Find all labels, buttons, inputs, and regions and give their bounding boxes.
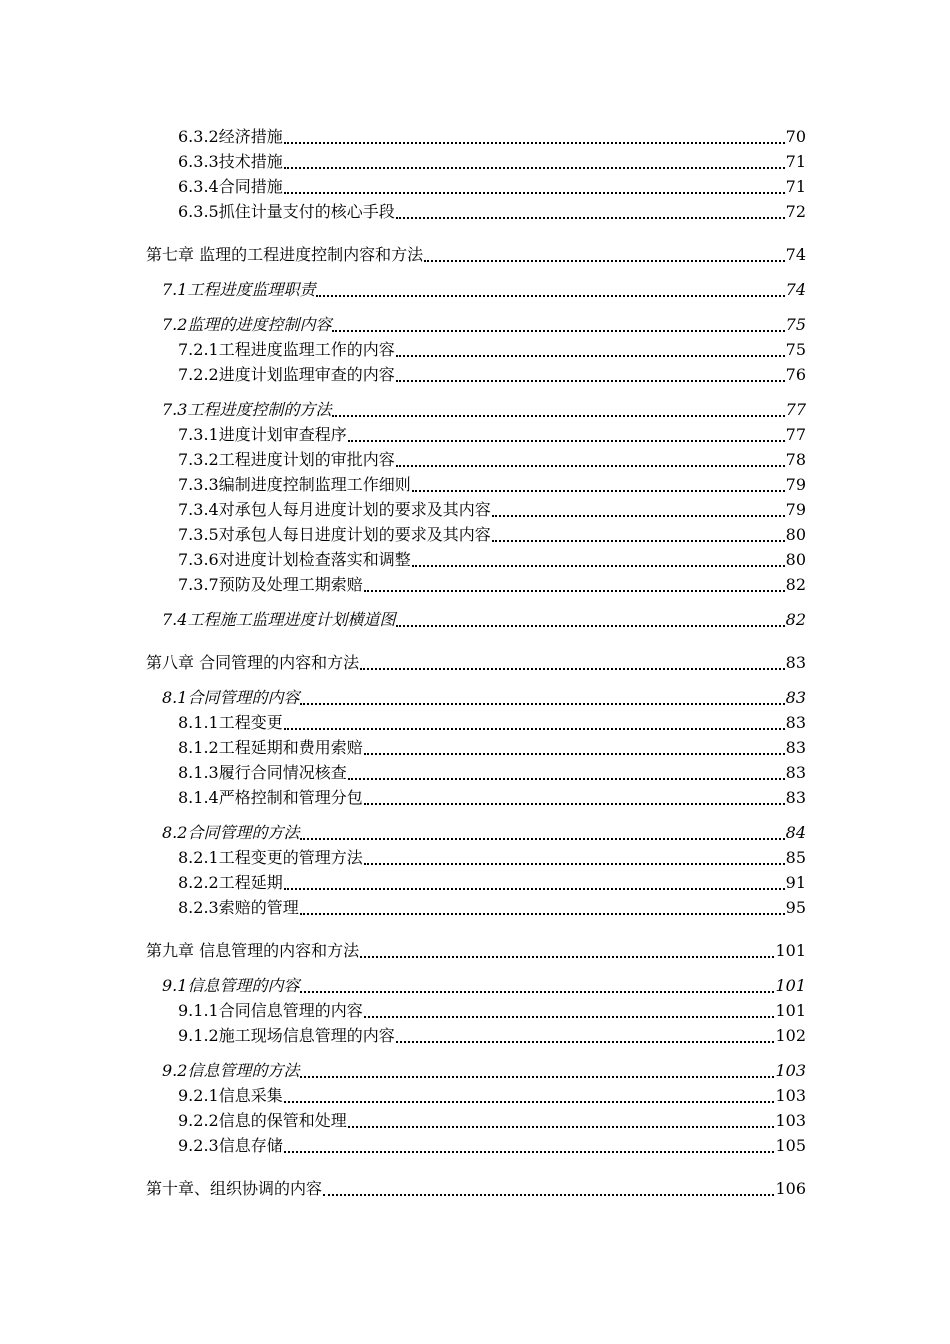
dot-leader bbox=[284, 728, 785, 730]
dot-leader bbox=[284, 1101, 775, 1103]
toc-subsection-entry[interactable] bbox=[146, 785, 806, 810]
toc-page-number: 74 bbox=[785, 245, 806, 264]
dot-leader bbox=[396, 380, 785, 382]
toc-subsection-entry[interactable] bbox=[146, 998, 806, 1023]
toc-page-number: 103 bbox=[775, 1086, 806, 1105]
dot-leader bbox=[284, 192, 785, 194]
toc-section-entry[interactable] bbox=[146, 312, 806, 337]
toc-page-number: 75 bbox=[785, 340, 806, 359]
dot-leader bbox=[300, 991, 774, 993]
dot-leader bbox=[323, 1194, 774, 1196]
dot-leader bbox=[360, 668, 785, 670]
toc-entry-label: 6.3.5抓住计量支付的核心手段 bbox=[178, 202, 395, 221]
toc-subsection-entry[interactable] bbox=[146, 422, 806, 447]
toc-page-number: 80 bbox=[785, 550, 806, 569]
toc-page-number: 101 bbox=[775, 941, 806, 960]
toc-subsection-entry[interactable] bbox=[146, 735, 806, 760]
dot-leader bbox=[396, 625, 784, 627]
toc-section-entry[interactable] bbox=[146, 1058, 806, 1083]
toc-page-number: 101 bbox=[775, 976, 806, 995]
toc-page-number: 71 bbox=[785, 152, 806, 171]
toc-chapter-entry[interactable] bbox=[146, 650, 806, 675]
toc-page-number: 70 bbox=[785, 127, 806, 146]
toc-page-number: 83 bbox=[785, 653, 806, 672]
toc-entry-label: 7.2.1工程进度监理工作的内容 bbox=[178, 340, 395, 359]
dot-leader bbox=[364, 1016, 775, 1018]
toc-entry-label: 7.3.5对承包人每日进度计划的要求及其内容 bbox=[178, 525, 491, 544]
dot-leader bbox=[424, 260, 785, 262]
toc-page-number: 82 bbox=[785, 610, 806, 629]
toc-entry-label: 9.1.1合同信息管理的内容 bbox=[178, 1001, 363, 1020]
dot-leader bbox=[284, 142, 785, 144]
toc-entry-label: 9.2信息管理的方法 bbox=[162, 1061, 300, 1080]
dot-leader bbox=[396, 465, 785, 467]
toc-entry-label: 9.1.2施工现场信息管理的内容 bbox=[178, 1026, 395, 1045]
toc-entry-label: 9.2.3信息存储 bbox=[178, 1136, 283, 1155]
toc-page-number: 78 bbox=[785, 450, 806, 469]
toc-page-number: 72 bbox=[785, 202, 806, 221]
dot-leader bbox=[284, 1151, 775, 1153]
toc-page-number: 83 bbox=[785, 738, 806, 757]
toc-entry-label: 9.2.1信息采集 bbox=[178, 1086, 283, 1105]
dot-leader bbox=[396, 355, 785, 357]
toc-page-number: 103 bbox=[775, 1111, 806, 1130]
toc-entry-label: 8.1合同管理的内容 bbox=[162, 688, 300, 707]
toc-page-number: 71 bbox=[785, 177, 806, 196]
toc-page-number: 77 bbox=[785, 425, 806, 444]
toc-subsection-entry[interactable] bbox=[146, 845, 806, 870]
toc-subsection-entry[interactable] bbox=[146, 1023, 806, 1048]
toc-entry-label: 6.3.4合同措施 bbox=[178, 177, 283, 196]
toc-section-entry[interactable] bbox=[146, 397, 806, 422]
toc-page-number: 83 bbox=[785, 713, 806, 732]
toc-subsection-entry[interactable] bbox=[146, 760, 806, 785]
toc-section-entry[interactable] bbox=[146, 607, 806, 632]
table-of-contents bbox=[146, 124, 806, 1201]
toc-entry-label: 第八章 合同管理的内容和方法 bbox=[146, 653, 360, 672]
toc-page-number: 83 bbox=[785, 688, 806, 707]
toc-entry-label: 9.1信息管理的内容 bbox=[162, 976, 300, 995]
toc-entry-label: 8.2.3索赔的管理 bbox=[178, 898, 299, 917]
toc-subsection-entry[interactable] bbox=[146, 472, 806, 497]
toc-subsection-entry[interactable] bbox=[146, 572, 806, 597]
toc-page-number: 74 bbox=[785, 280, 806, 299]
dot-leader bbox=[412, 490, 785, 492]
dot-leader bbox=[364, 803, 785, 805]
toc-entry-label: 第十章、组织协调的内容 bbox=[146, 1179, 323, 1198]
dot-leader bbox=[364, 863, 785, 865]
toc-entry-label: 6.3.3技术措施 bbox=[178, 152, 283, 171]
toc-entry-label: 6.3.2经济措施 bbox=[178, 127, 283, 146]
toc-entry-label: 7.3.4对承包人每月进度计划的要求及其内容 bbox=[178, 500, 491, 519]
toc-page-number: 106 bbox=[775, 1179, 806, 1198]
toc-page-number: 105 bbox=[775, 1136, 806, 1155]
dot-leader bbox=[492, 540, 785, 542]
toc-entry-label: 7.2监理的进度控制内容 bbox=[162, 315, 332, 334]
toc-subsection-entry[interactable] bbox=[146, 522, 806, 547]
toc-subsection-entry[interactable] bbox=[146, 149, 806, 174]
toc-entry-label: 7.2.2进度计划监理审查的内容 bbox=[178, 365, 395, 384]
toc-page-number: 91 bbox=[785, 873, 806, 892]
toc-page-number: 101 bbox=[775, 1001, 806, 1020]
toc-chapter-entry[interactable] bbox=[146, 938, 806, 963]
toc-page-number: 82 bbox=[785, 575, 806, 594]
toc-entry-label: 7.1工程进度监理职责 bbox=[162, 280, 316, 299]
toc-subsection-entry[interactable] bbox=[146, 447, 806, 472]
toc-entry-label: 8.2.2工程延期 bbox=[178, 873, 283, 892]
toc-subsection-entry[interactable] bbox=[146, 1108, 806, 1133]
toc-section-entry[interactable] bbox=[146, 820, 806, 845]
toc-subsection-entry[interactable] bbox=[146, 710, 806, 735]
toc-subsection-entry[interactable] bbox=[146, 1083, 806, 1108]
dot-leader bbox=[360, 956, 774, 958]
toc-page-number: 84 bbox=[785, 823, 806, 842]
toc-page-number: 77 bbox=[785, 400, 806, 419]
toc-entry-label: 7.4工程施工监理进度计划横道图 bbox=[162, 610, 396, 629]
toc-page-number: 83 bbox=[785, 788, 806, 807]
dot-leader bbox=[396, 1041, 775, 1043]
toc-section-entry[interactable] bbox=[146, 685, 806, 710]
dot-leader bbox=[412, 565, 785, 567]
dot-leader bbox=[332, 415, 784, 417]
toc-section-entry[interactable] bbox=[146, 277, 806, 302]
dot-leader bbox=[300, 703, 784, 705]
dot-leader bbox=[348, 440, 785, 442]
dot-leader bbox=[492, 515, 785, 517]
toc-subsection-entry[interactable] bbox=[146, 174, 806, 199]
toc-entry-label: 第七章 监理的工程进度控制内容和方法 bbox=[146, 245, 424, 264]
toc-entry-label: 9.2.2信息的保管和处理 bbox=[178, 1111, 347, 1130]
dot-leader bbox=[348, 778, 785, 780]
toc-section-entry[interactable] bbox=[146, 973, 806, 998]
dot-leader bbox=[364, 753, 785, 755]
toc-page-number: 95 bbox=[785, 898, 806, 917]
toc-entry-label: 8.1.2工程延期和费用索赔 bbox=[178, 738, 363, 757]
dot-leader bbox=[300, 913, 785, 915]
toc-entry-label: 8.1.1工程变更 bbox=[178, 713, 283, 732]
toc-entry-label: 7.3.3编制进度控制监理工作细则 bbox=[178, 475, 411, 494]
toc-entry-label: 7.3.2工程进度计划的审批内容 bbox=[178, 450, 395, 469]
dot-leader bbox=[284, 167, 785, 169]
dot-leader bbox=[348, 1126, 775, 1128]
toc-subsection-entry[interactable] bbox=[146, 124, 806, 149]
dot-leader bbox=[396, 217, 785, 219]
toc-page-number: 79 bbox=[785, 500, 806, 519]
toc-entry-label: 7.3工程进度控制的方法 bbox=[162, 400, 332, 419]
toc-subsection-entry[interactable] bbox=[146, 362, 806, 387]
toc-subsection-entry[interactable] bbox=[146, 497, 806, 522]
toc-page-number: 80 bbox=[785, 525, 806, 544]
toc-page-number: 76 bbox=[785, 365, 806, 384]
toc-entry-label: 8.2合同管理的方法 bbox=[162, 823, 300, 842]
toc-chapter-entry[interactable] bbox=[146, 1176, 806, 1201]
toc-subsection-entry[interactable] bbox=[146, 1133, 806, 1158]
toc-subsection-entry[interactable] bbox=[146, 337, 806, 362]
toc-entry-label: 7.3.1进度计划审查程序 bbox=[178, 425, 347, 444]
toc-entry-label: 7.3.7预防及处理工期索赔 bbox=[178, 575, 363, 594]
toc-entry-label: 第九章 信息管理的内容和方法 bbox=[146, 941, 360, 960]
dot-leader bbox=[284, 888, 785, 890]
toc-page-number: 75 bbox=[785, 315, 806, 334]
dot-leader bbox=[300, 838, 784, 840]
dot-leader bbox=[300, 1076, 774, 1078]
toc-page-number: 79 bbox=[785, 475, 806, 494]
toc-subsection-entry[interactable] bbox=[146, 870, 806, 895]
toc-entry-label: 8.1.3履行合同情况核查 bbox=[178, 763, 347, 782]
toc-subsection-entry[interactable] bbox=[146, 547, 806, 572]
dot-leader bbox=[332, 330, 784, 332]
toc-page-number: 85 bbox=[785, 848, 806, 867]
toc-entry-label: 8.1.4严格控制和管理分包 bbox=[178, 788, 363, 807]
toc-page-number: 83 bbox=[785, 763, 806, 782]
toc-entry-label: 7.3.6对进度计划检查落实和调整 bbox=[178, 550, 411, 569]
dot-leader bbox=[316, 295, 784, 297]
toc-page-number: 102 bbox=[775, 1026, 806, 1045]
toc-chapter-entry[interactable] bbox=[146, 242, 806, 267]
toc-subsection-entry[interactable] bbox=[146, 199, 806, 224]
toc-page-number: 103 bbox=[775, 1061, 806, 1080]
dot-leader bbox=[364, 590, 785, 592]
toc-subsection-entry[interactable] bbox=[146, 895, 806, 920]
toc-entry-label: 8.2.1工程变更的管理方法 bbox=[178, 848, 363, 867]
